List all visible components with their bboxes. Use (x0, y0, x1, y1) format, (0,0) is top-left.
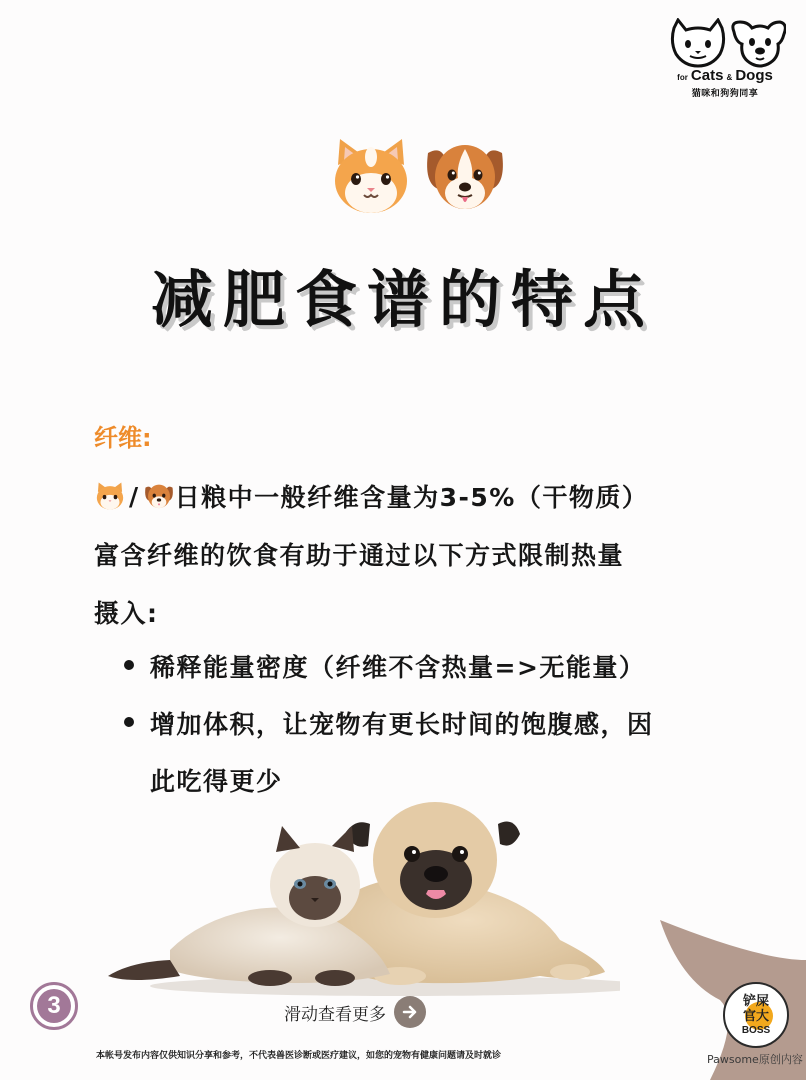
brand-pets-icon (668, 18, 786, 70)
swipe-hint-label: 滑动查看更多 (284, 1004, 386, 1025)
dog-face-icon (143, 481, 175, 511)
brand-dogs: Dogs (735, 67, 773, 84)
bullet-dot (124, 660, 134, 670)
body-line-3: 摄入: (94, 599, 159, 628)
badge-line-1: 铲屎 (742, 994, 769, 1009)
brand-logo (660, 18, 790, 106)
badge-caption: Pawsome原创内容 (707, 1053, 803, 1066)
brand-subtitle: 猫咪和狗狗同享 (691, 89, 759, 99)
bullet-item-2-line-1: 增加体积，让宠物有更长时间的饱腹感，因 (150, 710, 654, 739)
slash-separator: / (129, 481, 140, 511)
fiber-content-text: 日粮中一般纤维含量为3-5%（干物质） (174, 483, 649, 512)
hero-emojis (330, 135, 510, 221)
body-line-2: 富含纤维的饮食有助于通过以下方式限制热量 (94, 541, 625, 570)
arrow-right-icon[interactable] (394, 996, 426, 1028)
page-number: 3 (37, 989, 71, 1023)
brand-amp: & (726, 73, 733, 82)
page-number-badge (30, 982, 78, 1030)
cat-face-icon (330, 135, 412, 217)
bullet-item-1: 稀释能量密度（纤维不含热量=>无能量） (150, 653, 646, 682)
bullet-dot (124, 717, 134, 727)
page-title: 减肥食谱的特点 (150, 263, 655, 336)
disclaimer: 本帐号发布内容仅供知识分享和参考，不代表兽医诊断或医疗建议，如您的宠物有健康问题请及时就诊 (96, 1051, 502, 1061)
swipe-hint[interactable] (284, 996, 426, 1028)
badge-line-2: 官大 (742, 1009, 769, 1024)
body-line-1 (94, 478, 648, 514)
author-badge (723, 982, 789, 1048)
cat-face-icon (94, 481, 126, 511)
cat-and-pug-photo (100, 800, 620, 1000)
badge-line-3: BOSS (741, 1025, 771, 1036)
brand-cats: Cats (690, 67, 724, 84)
section-label: 纤维: (94, 424, 152, 452)
bullet-item-2-line-2: 此吃得更少 (150, 767, 283, 796)
brand-for: for (677, 73, 688, 82)
dog-face-icon (422, 135, 508, 217)
